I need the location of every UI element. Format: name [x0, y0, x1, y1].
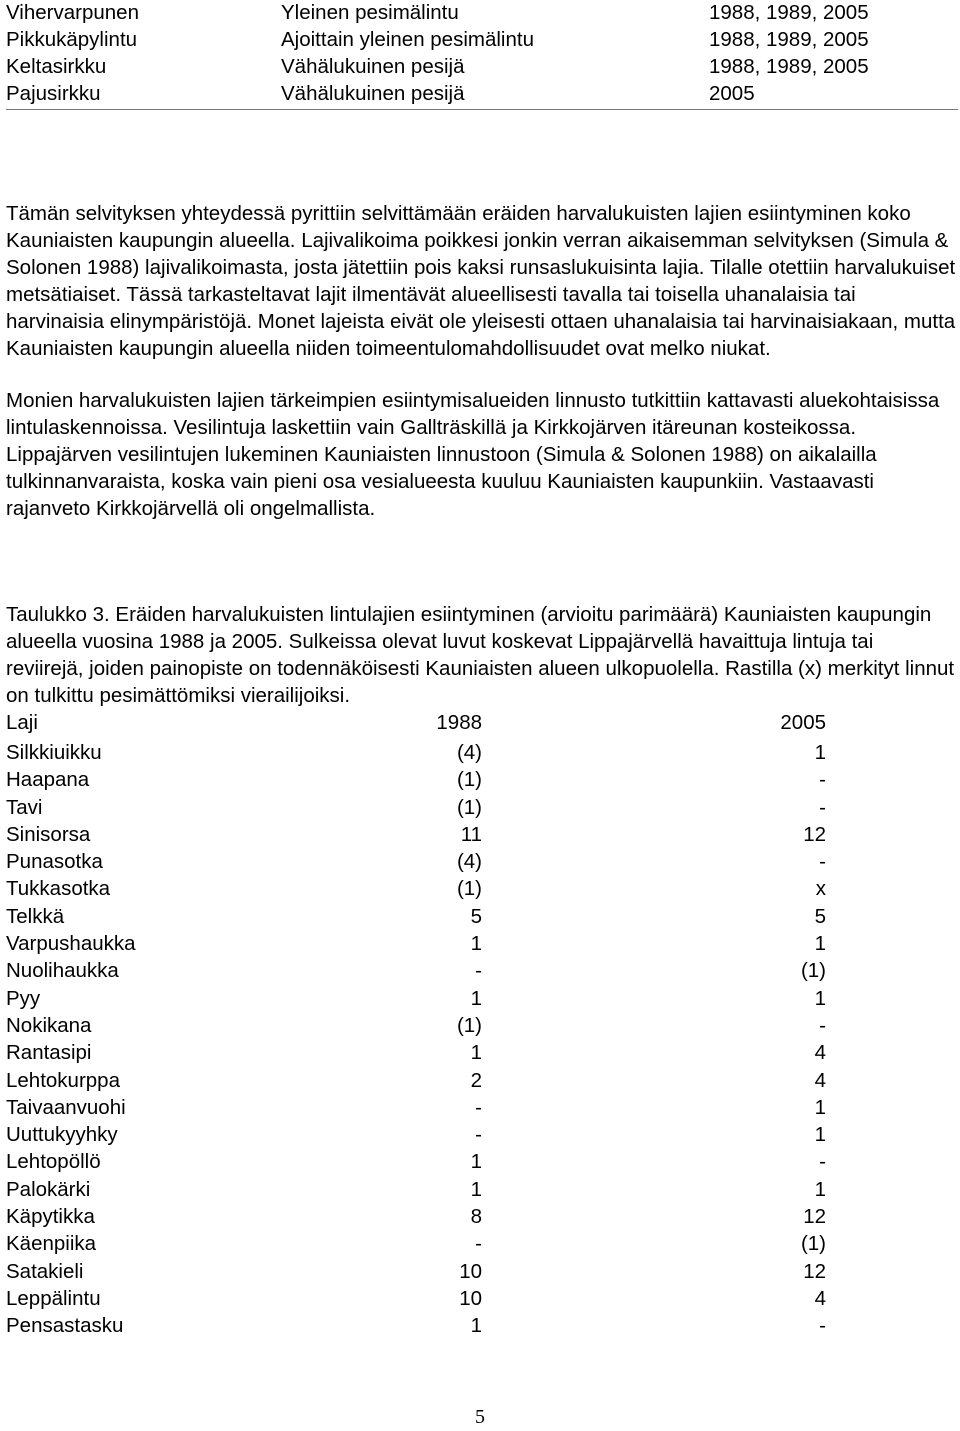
table-row: [6, 1039, 956, 1066]
count-2005: -: [819, 1150, 826, 1174]
paragraph-intro: Tämän selvityksen yhteydessä pyrittiin selvittämään eräiden harvalukuisten lajien esiintyminen koko Kauniaisten kaupungin alueella. Lajivalikoima poikkesi jonkin verran aikaisemman selvityksen (Simula & Solonen 1988) lajivalikoimasta, josta jätettiin pois kaksi runsaslukuisinta lajia. Tilalle otettiin harvalukuiset metsätiaiset. Tässä tarkasteltavat lajit ilmentävät alueellisesti tavalla tai toisella uhanalaisia tai harvinaisia elinympäristöjä. Monet lajeista eivät ole yleisesti ottaen uhanalaisia tai harvinaisiakaan, mutta Kauniaisten kaupungin alueella niiden toimeentulomahdollisuudet ovat melko niukat.: [6, 202, 956, 360]
count-1988: 1: [470, 1041, 482, 1065]
observation-years: 1988, 1989, 2005: [709, 28, 869, 51]
count-1988: 1: [470, 932, 482, 956]
table-caption: Taulukko 3. Eräiden harvalukuisten lintulajien esiintyminen (arvioitu parimäärä) Kauniaisten kaupungin alueella vuosina 1988 ja 2005. Sulkeissa olevat luvut koskevat Lippajärvellä havaittuja lintuja tai reviirejä, joiden painopiste on todennäköisesti Kauniaisten alueen ulkopuolella. Rastilla (x) merkityt linnut on tulkittu pesimättömiksi vierailijoiksi.: [6, 603, 955, 707]
table-row: [6, 1285, 956, 1312]
species-name: Punasotka: [6, 850, 103, 874]
observation-years: 1988, 1989, 2005: [709, 1, 869, 24]
count-2005: 12: [803, 1205, 826, 1229]
table-row: [6, 1230, 956, 1257]
count-1988: -: [475, 1123, 482, 1147]
table-row: [6, 1121, 956, 1148]
bird-count-table: [6, 709, 956, 1340]
count-1988: -: [475, 1095, 482, 1119]
table-row: [6, 0, 958, 26]
count-2005: 4: [814, 1068, 826, 1092]
count-1988: 2: [470, 1068, 482, 1092]
species-name: Keltasirkku: [6, 55, 107, 78]
count-1988: 1: [470, 1150, 482, 1174]
document-page: [6, 0, 956, 1340]
count-2005: 4: [814, 1286, 826, 1310]
count-1988: (4): [456, 741, 482, 764]
table-row: [6, 848, 956, 875]
count-1988: 1: [470, 986, 482, 1010]
count-2005: -: [819, 1013, 826, 1037]
count-2005: 1: [814, 986, 826, 1010]
species-status: Vähälukuinen pesijä: [281, 82, 465, 105]
table-row: [6, 766, 956, 793]
species-name: Nokikana: [6, 1013, 92, 1037]
count-1988: 10: [459, 1286, 482, 1310]
species-name: Satakieli: [6, 1259, 84, 1283]
species-name: Tavi: [6, 795, 43, 819]
species-name: Pensastasku: [6, 1314, 124, 1338]
count-2005: 1: [814, 741, 826, 764]
count-2005: -: [819, 795, 826, 819]
table-row: [6, 739, 956, 766]
count-1988: 8: [470, 1205, 482, 1229]
count-1988: 5: [470, 904, 482, 928]
count-1988: 10: [459, 1259, 482, 1283]
count-2005: 12: [803, 1259, 826, 1283]
table-row: [6, 1148, 956, 1175]
page-number: 5: [475, 1406, 485, 1428]
species-status: Yleinen pesimälintu: [281, 1, 459, 24]
species-name: Rantasipi: [6, 1041, 92, 1065]
observation-years: 1988, 1989, 2005: [709, 55, 869, 78]
table-body: [6, 739, 956, 1340]
count-2005: -: [819, 768, 826, 792]
count-1988: (1): [456, 768, 482, 792]
count-2005: 1: [814, 932, 826, 956]
species-status: Vähälukuinen pesijä: [281, 55, 465, 78]
count-1988: 1: [470, 1177, 482, 1201]
observation-years: 2005: [709, 82, 755, 105]
species-name: Lehtopöllö: [6, 1150, 101, 1174]
count-1988: (1): [456, 795, 482, 819]
table-row: [6, 1094, 956, 1121]
table-row: [6, 1012, 956, 1039]
column-header-2005: 2005: [780, 711, 826, 734]
table-row: [6, 26, 958, 53]
table-row: [6, 1203, 956, 1230]
species-name: Varpushaukka: [6, 932, 136, 956]
count-1988: (4): [456, 850, 482, 874]
count-1988: 11: [460, 822, 482, 846]
table-row: [6, 1176, 956, 1203]
table-row: [6, 1067, 956, 1094]
species-name: Taivaanvuohi: [6, 1095, 126, 1119]
species-name: Pyy: [6, 986, 41, 1010]
species-name: Käpytikka: [6, 1205, 95, 1229]
count-2005: -: [819, 850, 826, 874]
count-2005: -: [819, 1314, 826, 1338]
table-row: [6, 821, 956, 848]
count-1988: -: [475, 959, 482, 983]
count-2005: (1): [800, 1232, 826, 1256]
count-2005: 5: [814, 904, 826, 928]
count-1988: 1: [470, 1314, 482, 1338]
species-name: Sinisorsa: [6, 822, 91, 846]
table-row: [6, 903, 956, 930]
species-name: Uuttukyyhky: [6, 1123, 118, 1147]
species-status: Ajoittain yleinen pesimälintu: [281, 28, 534, 51]
species-name: Tukkasotka: [6, 877, 111, 901]
species-name: Silkkiuikku: [6, 741, 102, 764]
count-2005: 12: [803, 822, 826, 846]
table-row: [6, 794, 956, 821]
species-status-table: [6, 0, 958, 110]
count-2005: 4: [814, 1041, 826, 1065]
species-name: Pajusirkku: [6, 82, 101, 105]
count-2005: 1: [814, 1123, 826, 1147]
count-2005: x: [815, 877, 826, 901]
species-name: Leppälintu: [6, 1286, 101, 1310]
table-header-row: [6, 709, 956, 739]
count-1988: (1): [456, 877, 482, 901]
count-2005: 1: [814, 1177, 826, 1201]
table-row: [6, 80, 958, 107]
species-name: Käenpiika: [6, 1232, 97, 1256]
count-1988: -: [475, 1232, 482, 1256]
species-name: Nuolihaukka: [6, 959, 119, 983]
column-header-1988: 1988: [436, 711, 482, 734]
count-2005: (1): [800, 959, 826, 983]
species-name: Haapana: [6, 768, 90, 792]
table-row: [6, 930, 956, 957]
table-row: [6, 875, 956, 902]
species-name: Pikkukäpylintu: [6, 28, 138, 51]
count-2005: 1: [814, 1095, 826, 1119]
species-name: Telkkä: [6, 904, 65, 928]
species-name: Vihervarpunen: [6, 1, 139, 24]
count-1988: (1): [456, 1013, 482, 1037]
table-row: [6, 957, 956, 984]
species-name: Lehtokurppa: [6, 1068, 120, 1092]
column-header-species: Laji: [6, 711, 38, 734]
table-row: [6, 985, 956, 1012]
paragraph-methods: Monien harvalukuisten lajien tärkeimpien esiintymisalueiden linnusto tutkittiin kattavasti aluekohtaisissa lintulaskennoissa. Vesilintuja laskettiin vain Gallträskillä ja Kirkkojärven itäreunan kosteikossa. Lippajärven vesilintujen lukeminen Kauniaisten linnustoon (Simula & Solonen 1988) on aikalailla tulkinnanvaraista, koska vain pieni osa vesialueesta kuuluu Kauniaisten kaupunkiin. Vastaavasti rajanveto Kirkkojärvellä oli ongelmallista.: [6, 389, 940, 520]
species-name: Palokärki: [6, 1177, 91, 1201]
table-row: [6, 1258, 956, 1285]
table-row: [6, 53, 958, 80]
table-row: [6, 1312, 956, 1339]
